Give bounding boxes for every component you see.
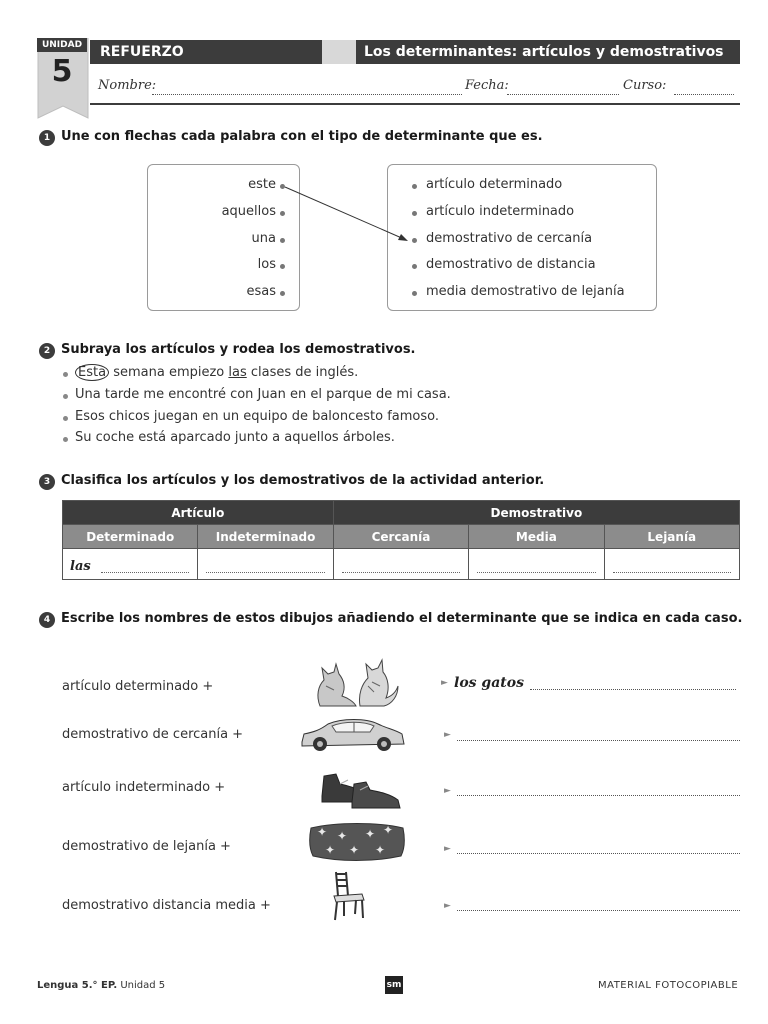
sentence-3: Esos chicos juegan en un equipo de baloncesto famoso. [75, 409, 440, 424]
ex3-number: 3 [39, 474, 55, 490]
sentence-1-end: clases de inglés. [250, 365, 359, 380]
word-item: los [257, 257, 276, 272]
chair-icon [328, 870, 368, 926]
option-item: demostrativo de cercanía [426, 231, 593, 246]
car-icon [298, 716, 408, 760]
word-item: este [248, 177, 276, 192]
svg-text:✦: ✦ [349, 843, 360, 857]
svg-text:✦: ✦ [365, 827, 376, 841]
unit-number: 5 [51, 54, 73, 89]
footer-book [37, 980, 165, 991]
answer-line [477, 572, 595, 573]
sentence-2: Una tarde me encontré con Juan en el parque de mi casa. [75, 387, 451, 402]
answer-line[interactable] [457, 740, 740, 741]
course-label: Curso: [623, 78, 667, 93]
answer-line [206, 572, 324, 573]
sentence-4: Su coche está aparcado junto a aquellos árboles. [75, 430, 395, 445]
answer-cell[interactable] [333, 549, 468, 580]
section-title: REFUERZO [90, 40, 322, 64]
svg-text:✦: ✦ [325, 843, 336, 857]
answer-line [342, 572, 460, 573]
word-item: una [251, 231, 276, 246]
svg-text:✦: ✦ [337, 829, 348, 843]
bullet [63, 437, 68, 442]
sentence-1-middle: semana empiezo [113, 365, 225, 380]
column-header: Indeterminado [198, 525, 333, 549]
arrow-icon: ► [441, 678, 448, 688]
cats-icon [312, 656, 402, 714]
answer-line[interactable] [530, 689, 736, 690]
option-item: artículo indeterminado [426, 204, 575, 219]
bullet [63, 372, 68, 377]
answer-line[interactable] [457, 853, 740, 854]
svg-text:✦: ✦ [383, 823, 394, 837]
circled-demonstrative: Esta [75, 364, 109, 381]
footer-book-title: Lengua 5.° EP. [37, 980, 118, 991]
answer-line[interactable] [457, 795, 740, 796]
name-label: Nombre: [98, 78, 157, 93]
star-cushion-icon [307, 820, 407, 866]
shoes-icon [318, 766, 404, 816]
word-item: aquellos [221, 204, 276, 219]
group-header-demostrativo: Demostrativo [333, 501, 739, 525]
answer-line[interactable] [457, 910, 740, 911]
row-label: demostrativo distancia media + [62, 898, 271, 913]
unit-label: UNIDAD [37, 38, 87, 52]
answer-cell[interactable] [469, 549, 604, 580]
answer-cell[interactable] [198, 549, 333, 580]
underlined-article: las [228, 365, 247, 380]
ex2-number: 2 [39, 343, 55, 359]
ex1-title: Une con flechas cada palabra con el tipo de determinante que es. [61, 129, 543, 144]
column-header: Cercanía [333, 525, 468, 549]
answer-cell[interactable] [604, 549, 739, 580]
example-answer: los gatos [454, 675, 524, 691]
bullet [63, 416, 68, 421]
column-header: Lejanía [604, 525, 739, 549]
svg-text:✦: ✦ [317, 825, 328, 839]
row-label: demostrativo de cercanía + [62, 727, 244, 742]
topic-title: Los determinantes: artículos y demostrativos [356, 40, 740, 64]
arrow-icon: ► [444, 901, 451, 911]
option-item: artículo determinado [426, 177, 563, 192]
ex1-number: 1 [39, 130, 55, 146]
date-label: Fecha: [465, 78, 509, 93]
example-arrow [0, 0, 768, 320]
classification-table [62, 500, 740, 580]
row-label: demostrativo de lejanía + [62, 839, 231, 854]
publisher-logo: sm [385, 976, 403, 994]
sentence-1 [75, 365, 358, 380]
row-label: artículo determinado + [62, 679, 214, 694]
option-item: media demostrativo de lejanía [426, 284, 625, 299]
answer-cell[interactable] [63, 549, 198, 580]
ex3-title: Clasifica los artículos y los demostrativos de la actividad anterior. [61, 473, 545, 488]
group-header-articulo: Artículo [63, 501, 334, 525]
word-item: esas [246, 284, 276, 299]
option-item: demostrativo de distancia [426, 257, 596, 272]
ex4-title: Escribe los nombres de estos dibujos añadiendo el determinante que se indica en cada caso. [61, 611, 743, 626]
answer-line [613, 572, 731, 573]
answer-line [101, 572, 189, 573]
ex4-number: 4 [39, 612, 55, 628]
column-header: Determinado [63, 525, 198, 549]
ex2-title: Subraya los artículos y rodea los demostrativos. [61, 342, 416, 357]
row-label: artículo indeterminado + [62, 780, 226, 795]
svg-text:✦: ✦ [375, 843, 386, 857]
footer-material: MATERIAL FOTOCOPIABLE [598, 980, 739, 991]
footer-unit: Unidad 5 [120, 980, 166, 991]
bullet [63, 394, 68, 399]
arrow-icon: ► [444, 786, 451, 796]
example-answer: las [70, 559, 91, 574]
arrow-icon: ► [444, 730, 451, 740]
arrow-icon: ► [444, 844, 451, 854]
column-header: Media [469, 525, 604, 549]
